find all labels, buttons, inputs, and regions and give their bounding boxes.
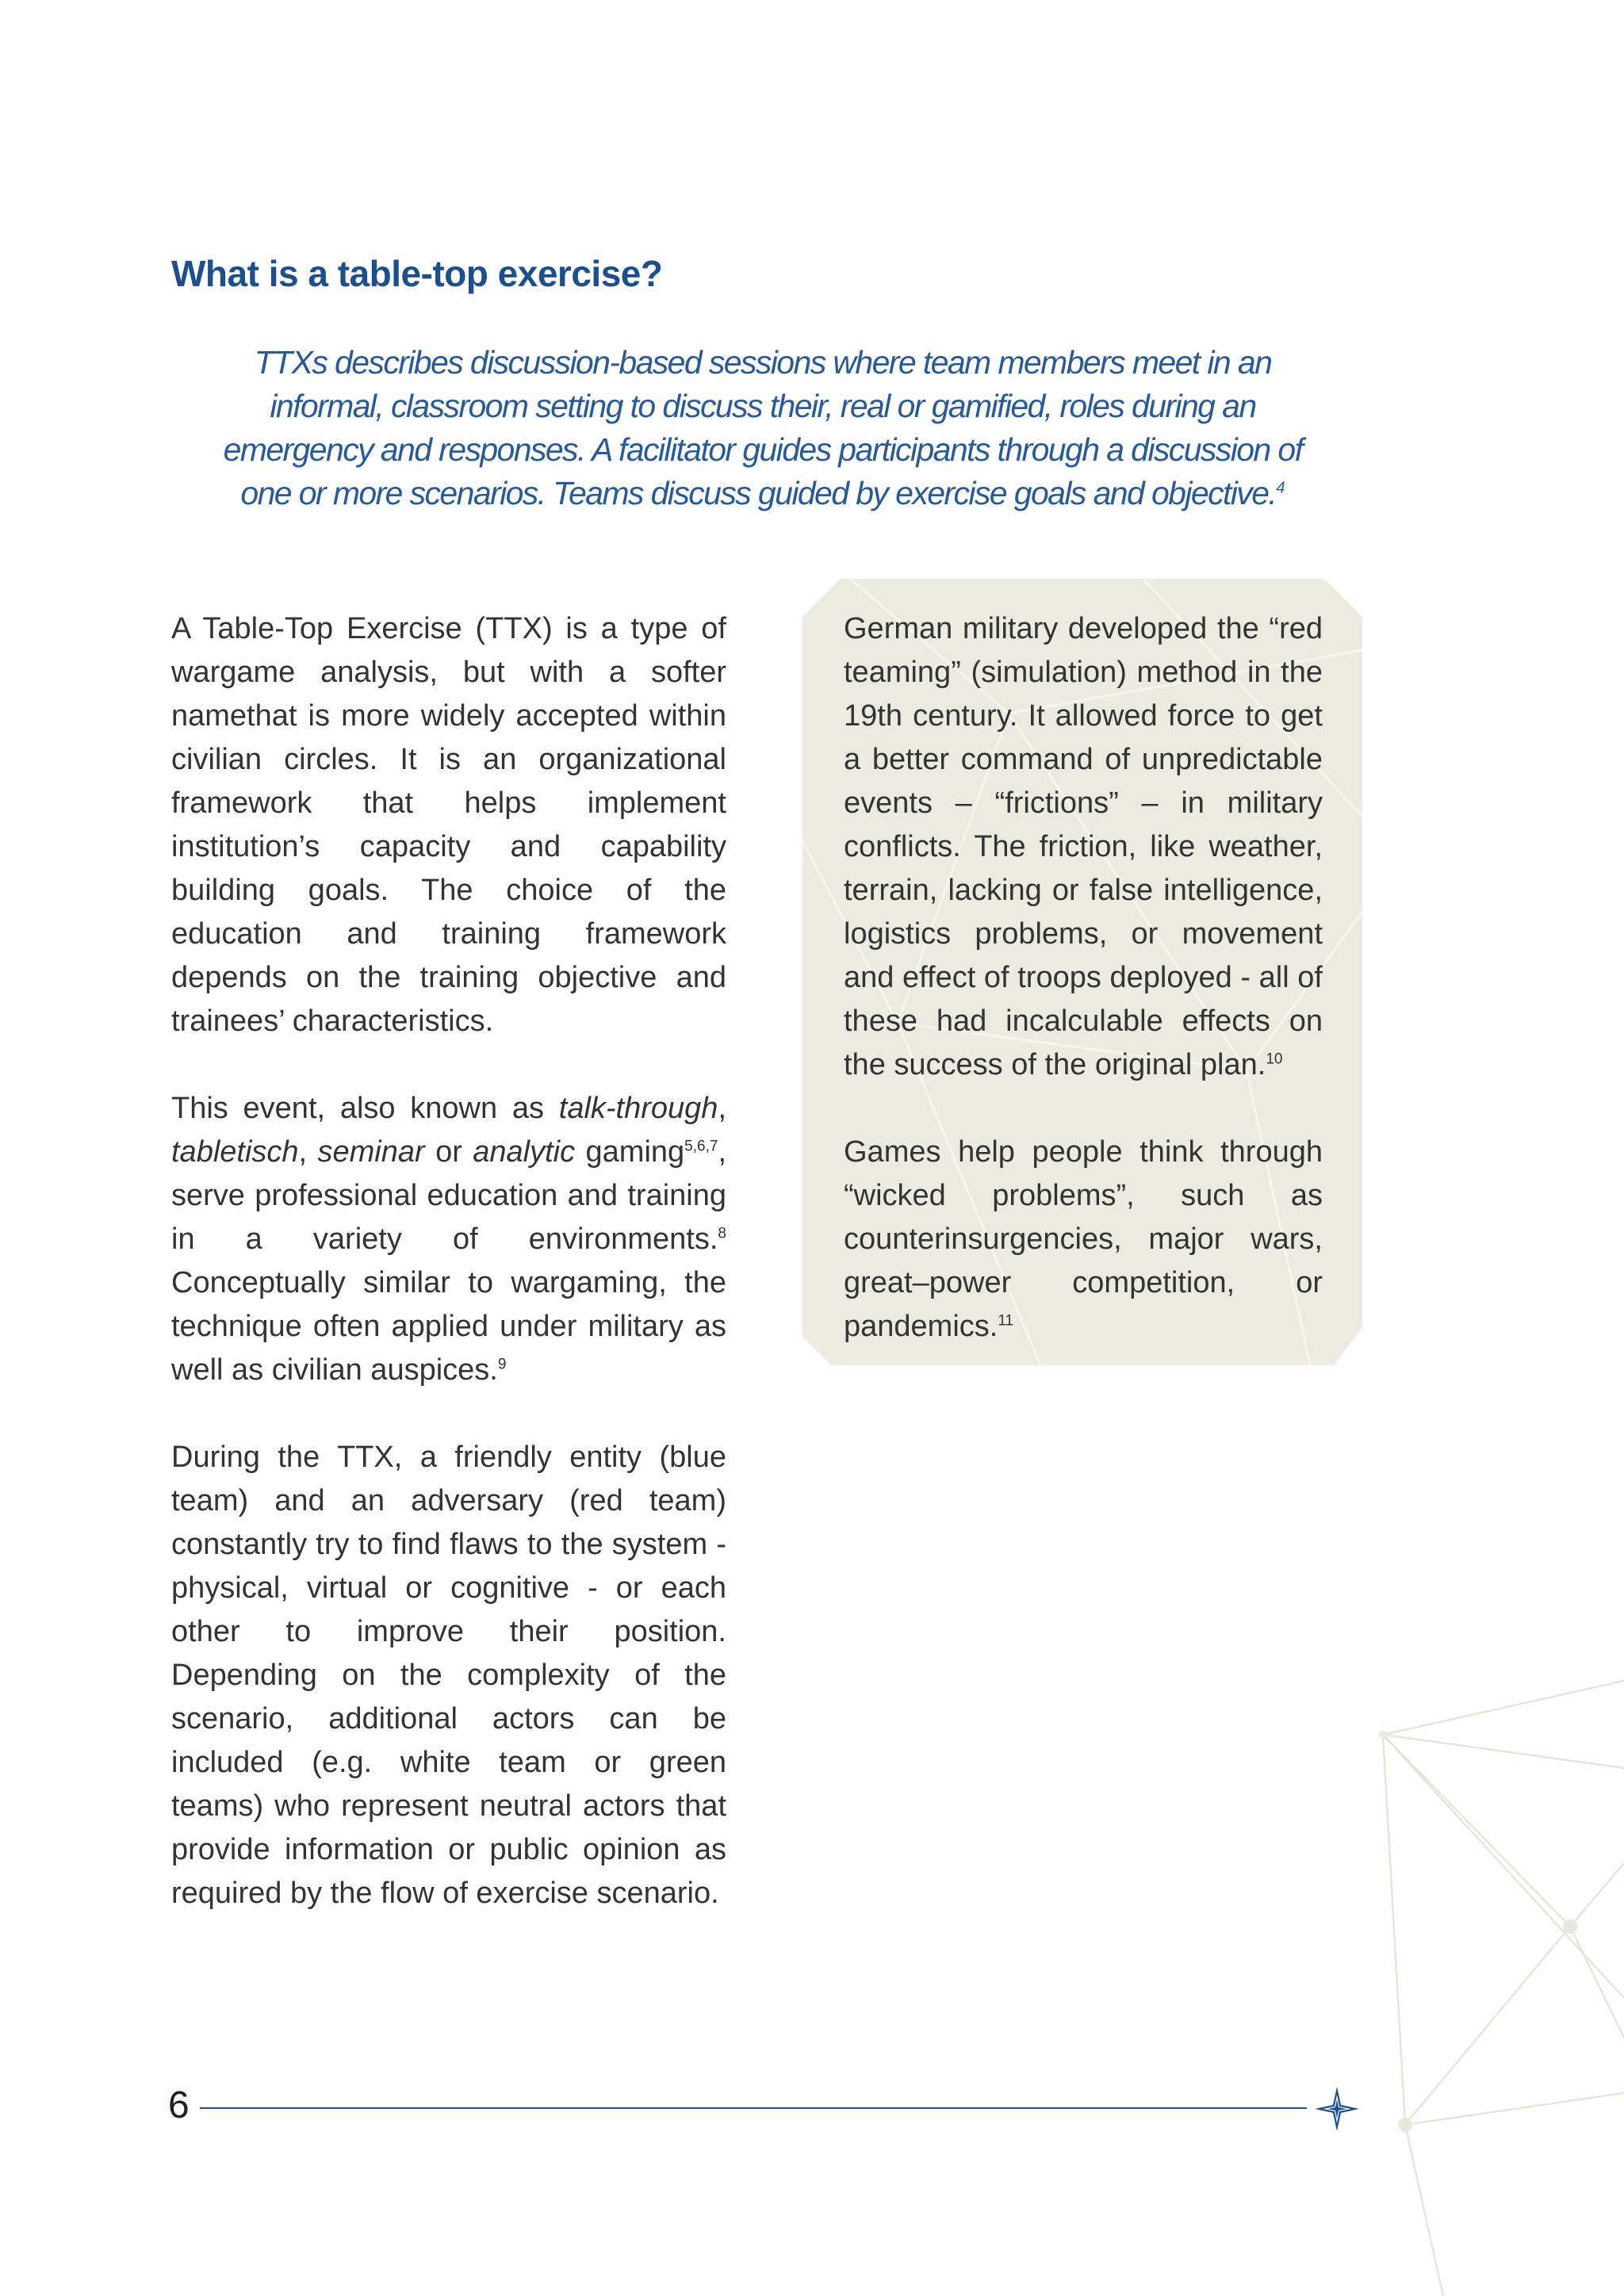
paragraph-also-known-as [171, 1087, 726, 1392]
background-network-pattern [1348, 1665, 1624, 2296]
text-run: , [298, 1135, 318, 1169]
footnote-refs: 5,6,7 [684, 1138, 718, 1155]
sidebar-text [844, 607, 1323, 1349]
text-run: gaming [575, 1135, 685, 1169]
text-run: , [718, 1092, 726, 1125]
text-run: or [424, 1135, 473, 1169]
page-number: 6 [168, 2084, 190, 2126]
paragraph-wicked-problems [844, 1131, 1323, 1349]
pull-quote-text: TTXs describes discussion-based sessions where team members meet in an informal, classroom setting to discuss their, real or gamified, roles during an emergency and responses. A facilitator guides participants through a discussion of one or more scenarios. Teams discuss guided by exercise goals and objective. [223, 344, 1303, 511]
text-run: Conceptually similar to wargaming, the technique often applied under military as well as civilian auspices. [171, 1266, 726, 1387]
paragraph-ttx-definition: A Table-Top Exercise (TTX) is a type of wargame analysis, but with a softer namethat is more widely accepted within civilian circles. It is an organizational framework that helps implement institution’s capacity and capability building goals. The choice of the education and training framework depends on the training objective and trainees’ characteristics. [171, 612, 726, 1038]
italic-term: seminar [317, 1135, 425, 1169]
section-heading: What is a table-top exercise? [171, 253, 663, 294]
compass-star-icon [1315, 2087, 1359, 2131]
left-column [171, 607, 726, 1915]
footnote-ref: 10 [1266, 1050, 1283, 1068]
text-run: , serve professional education and training in a variety of environments. [171, 1135, 726, 1256]
footnote-ref: 8 [718, 1225, 726, 1242]
italic-term: analytic [473, 1135, 576, 1169]
text-run: This event, also known as [171, 1092, 559, 1125]
italic-term: talk-through [558, 1092, 718, 1125]
pull-quote [200, 341, 1326, 515]
footnote-ref: 11 [998, 1312, 1014, 1330]
paragraph-red-teaming [844, 607, 1323, 1087]
text-run: German military developed the “red teaming” (simulation) method in the 19th century. It allowed force to get a better command of unpredictable events – “frictions” – in military conflicts. The friction, like weather, terrain, lacking or false intelligence, logistics problems, or movement and effect of troops deployed - all of these had incalculable effects on the success of the original plan. [844, 612, 1323, 1081]
paragraph-blue-red-teams: During the TTX, a friendly entity (blue team) and an adversary (red team) constantly try to find flaws to the system - physical, virtual or cognitive - or each other to improve their position. Depending on the complexity of the scenario, additional actors can be included (e.g. white team or green teams) who represent neutral actors that provide information or public opinion as required by the flow of exercise scenario. [171, 1441, 726, 1910]
footnote-ref: 4 [1276, 478, 1285, 497]
italic-term: tabletisch [171, 1135, 299, 1169]
footnote-ref: 9 [497, 1356, 507, 1373]
footer-rule [200, 2107, 1307, 2109]
text-run: Games help people think through “wicked problems”, such as counterinsurgencies, major wars, great–power competition, or pandemics. [844, 1135, 1323, 1343]
